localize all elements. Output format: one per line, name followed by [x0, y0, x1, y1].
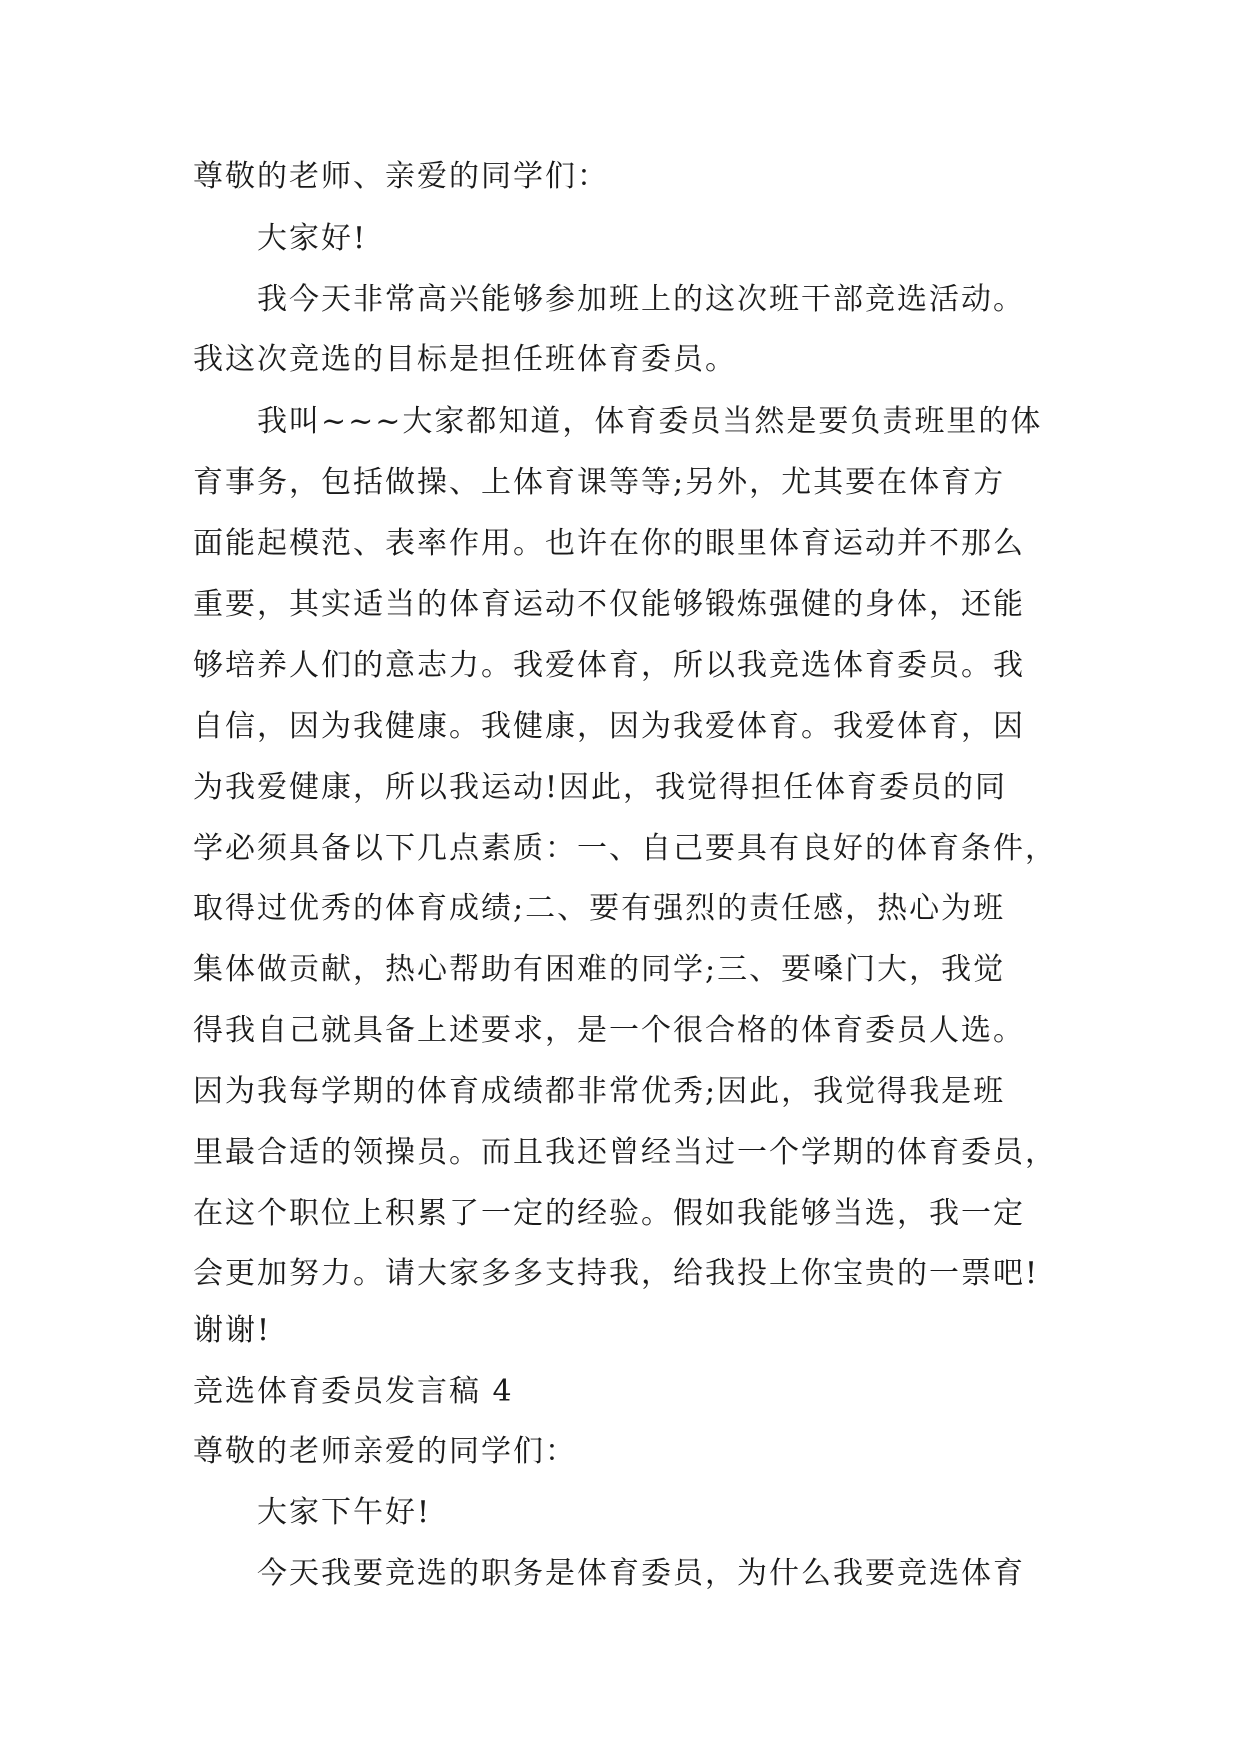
body-text-line: 里最合适的领操员。而且我还曾经当过一个学期的体育委员，	[193, 1135, 1057, 1170]
body-text-line: 自信，因为我健康。我健康，因为我爱体育。我爱体育，因	[193, 709, 1025, 744]
body-text-line: 学必须具备以下几点素质：一、自己要具有良好的体育条件，	[193, 831, 1057, 866]
body-text-line: 今天我要竞选的职务是体育委员，为什么我要竞选体育	[257, 1556, 1025, 1591]
body-text-line: 集体做贡献，热心帮助有困难的同学;三、要嗓门大，我觉	[193, 952, 1006, 987]
body-text-line: 得我自己就具备上述要求，是一个很合格的体育委员人选。	[193, 1013, 1025, 1048]
body-text-line: 我叫~~~大家都知道，体育委员当然是要负责班里的体	[257, 404, 1043, 439]
body-text-line: 面能起模范、表率作用。也许在你的眼里体育运动并不那么	[193, 526, 1025, 561]
body-text-line: 我这次竞选的目标是担任班体育委员。	[193, 342, 737, 377]
body-text-line: 会更加努力。请大家多多支持我，给我投上你宝贵的一票吧!	[193, 1256, 1040, 1291]
body-text-line: 为我爱健康，所以我运动!因此，我觉得担任体育委员的同	[193, 770, 1008, 805]
body-text-line: 因为我每学期的体育成绩都非常优秀;因此，我觉得我是班	[193, 1074, 1006, 1109]
greeting-line: 大家下午好!	[257, 1495, 432, 1530]
body-text-line: 育事务，包括做操、上体育课等等;另外，尤其要在体育方	[193, 465, 1006, 500]
body-text-line: 重要，其实适当的体育运动不仅能够锻炼强健的身体，还能	[193, 587, 1025, 622]
body-text-line: 取得过优秀的体育成绩;二、要有强烈的责任感，热心为班	[193, 891, 1006, 926]
salutation-line: 尊敬的老师亲爱的同学们：	[193, 1434, 577, 1469]
salutation-line: 尊敬的老师、亲爱的同学们：	[193, 159, 609, 194]
body-text-line: 在这个职位上积累了一定的经验。假如我能够当选，我一定	[193, 1196, 1025, 1231]
section-title: 竞选体育委员发言稿 4	[193, 1374, 514, 1409]
body-text-line: 够培养人们的意志力。我爱体育，所以我竞选体育委员。我	[193, 648, 1025, 683]
greeting-line: 大家好!	[257, 221, 368, 256]
body-text-line: 我今天非常高兴能够参加班上的这次班干部竞选活动。	[257, 282, 1025, 317]
thanks-line: 谢谢!	[193, 1313, 272, 1348]
